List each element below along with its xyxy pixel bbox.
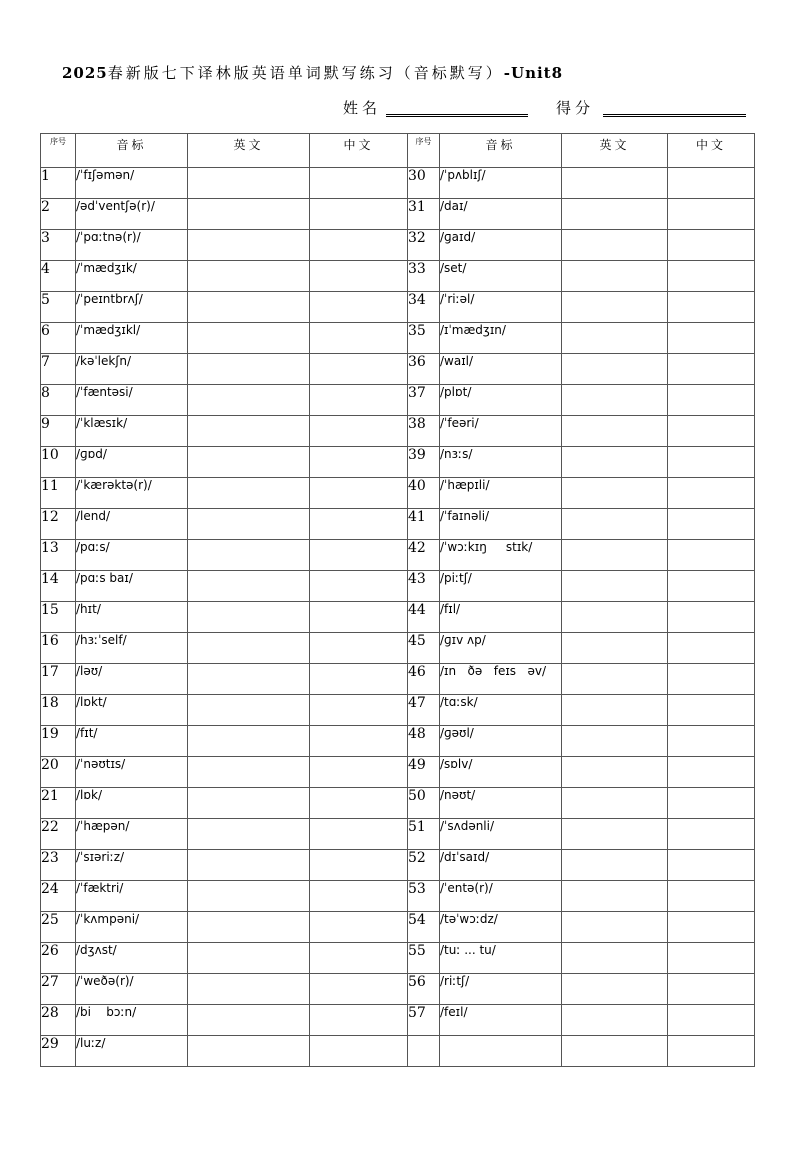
phonetic-cell: /feɪl/ [440,1005,562,1036]
english-answer-cell[interactable] [188,571,310,602]
chinese-answer-cell[interactable] [310,664,408,695]
english-answer-cell[interactable] [562,571,668,602]
row-number: 37 [408,385,440,416]
table-row [41,819,755,850]
name-label: 姓名 [343,99,382,117]
english-answer-cell[interactable] [562,261,668,292]
phonetic-cell: /ˈwɔːkɪŋ stɪk/ [440,540,562,571]
english-answer-cell[interactable] [188,819,310,850]
row-number: 55 [408,943,440,974]
phonetic-cell: /hɪt/ [76,602,188,633]
title-unit: -Unit8 [503,64,564,82]
chinese-answer-cell[interactable] [668,943,755,974]
chinese-answer-cell[interactable] [310,602,408,633]
chinese-answer-cell[interactable] [310,385,408,416]
english-answer-cell[interactable] [562,1005,668,1036]
table-row [41,261,755,292]
title-year: 2025 [62,64,108,82]
english-answer-cell[interactable] [188,757,310,788]
row-number: 8 [41,385,76,416]
english-answer-cell[interactable] [188,1036,310,1067]
english-answer-cell[interactable] [562,974,668,1005]
english-answer-cell[interactable] [188,602,310,633]
chinese-answer-cell[interactable] [668,664,755,695]
chinese-answer-cell[interactable] [310,974,408,1005]
chinese-answer-cell[interactable] [668,354,755,385]
phonetic-cell: /ɪˈmædʒɪn/ [440,323,562,354]
phonetic-cell: /dɪˈsaɪd/ [440,850,562,881]
english-answer-cell[interactable] [562,695,668,726]
name-field[interactable] [386,114,528,117]
table-row [41,788,755,819]
chinese-answer-cell[interactable] [310,819,408,850]
phonetic-cell: /waɪl/ [440,354,562,385]
row-number: 53 [408,881,440,912]
chinese-answer-cell[interactable] [668,571,755,602]
english-answer-cell[interactable] [562,354,668,385]
phonetic-cell: /pɑːs/ [76,540,188,571]
chinese-answer-cell[interactable] [310,726,408,757]
row-number: 15 [41,602,76,633]
table-row [41,509,755,540]
chinese-answer-cell[interactable] [310,168,408,199]
phonetic-cell: /ˈfeəri/ [440,416,562,447]
row-number: 19 [41,726,76,757]
table-row [41,323,755,354]
row-number: 3 [41,230,76,261]
header-phonetic-left: 音标 [76,134,188,168]
row-number: 47 [408,695,440,726]
chinese-answer-cell[interactable] [310,943,408,974]
chinese-answer-cell[interactable] [668,788,755,819]
table-row [41,354,755,385]
phonetic-cell: /pɑːs baɪ/ [76,571,188,602]
english-answer-cell[interactable] [562,943,668,974]
row-number: 9 [41,416,76,447]
phonetic-cell: /ˈfæntəsi/ [76,385,188,416]
phonetic-cell: /ˈfaɪnəli/ [440,509,562,540]
chinese-answer-cell[interactable] [668,416,755,447]
english-answer-cell[interactable] [188,447,310,478]
chinese-answer-cell[interactable] [668,695,755,726]
english-answer-cell[interactable] [562,509,668,540]
english-answer-cell[interactable] [188,168,310,199]
table-row [41,1036,755,1067]
row-number: 29 [41,1036,76,1067]
english-answer-cell[interactable] [188,261,310,292]
table-row [41,943,755,974]
chinese-answer-cell[interactable] [668,199,755,230]
chinese-answer-cell[interactable] [310,881,408,912]
english-answer-cell[interactable] [188,540,310,571]
english-answer-cell[interactable] [562,602,668,633]
english-answer-cell[interactable] [188,850,310,881]
chinese-answer-cell[interactable] [310,509,408,540]
phonetic-cell: /ˈkærəktə(r)/ [76,478,188,509]
header-seq-right: 序号 [408,134,440,168]
row-number: 39 [408,447,440,478]
english-answer-cell[interactable] [188,633,310,664]
phonetic-cell: /ˈfæktri/ [76,881,188,912]
english-answer-cell[interactable] [188,478,310,509]
phonetic-cell: /ˈmædʒɪk/ [76,261,188,292]
row-number: 28 [41,1005,76,1036]
table-row [41,1005,755,1036]
english-answer-cell[interactable] [562,323,668,354]
row-number: 13 [41,540,76,571]
english-answer-cell[interactable] [188,943,310,974]
row-number: 52 [408,850,440,881]
phonetic-cell: /ˈpɑːtnə(r)/ [76,230,188,261]
chinese-answer-cell[interactable] [310,199,408,230]
table-row [41,757,755,788]
row-number: 41 [408,509,440,540]
phonetic-cell: /ˈsɪəriːz/ [76,850,188,881]
table-row [41,974,755,1005]
table-row [41,199,755,230]
phonetic-cell [440,1036,562,1067]
phonetic-cell: /luːz/ [76,1036,188,1067]
row-number: 17 [41,664,76,695]
row-number: 45 [408,633,440,664]
row-number: 30 [408,168,440,199]
table-row [41,230,755,261]
row-number: 20 [41,757,76,788]
english-answer-cell[interactable] [562,385,668,416]
table-header-row [41,134,755,168]
table-row [41,540,755,571]
english-answer-cell[interactable] [188,1005,310,1036]
english-answer-cell[interactable] [562,1036,668,1067]
english-answer-cell[interactable] [188,726,310,757]
phonetic-cell: /lɒkt/ [76,695,188,726]
chinese-answer-cell[interactable] [310,540,408,571]
phonetic-cell: /ˈentə(r)/ [440,881,562,912]
chinese-answer-cell[interactable] [668,447,755,478]
header-phonetic-right: 音标 [440,134,562,168]
worksheet-title [62,62,563,83]
english-answer-cell[interactable] [188,292,310,323]
english-answer-cell[interactable] [562,664,668,695]
chinese-answer-cell[interactable] [310,571,408,602]
phonetic-cell: /ˈriːəl/ [440,292,562,323]
phonetic-cell: /bi bɔːn/ [76,1005,188,1036]
table-row [41,850,755,881]
english-answer-cell[interactable] [562,230,668,261]
phonetic-cell: /tɑːsk/ [440,695,562,726]
phonetic-cell: /ɡəʊl/ [440,726,562,757]
phonetic-cell: /ˈklæsɪk/ [76,416,188,447]
row-number: 43 [408,571,440,602]
phonetic-cell: /ɡɪv ʌp/ [440,633,562,664]
chinese-answer-cell[interactable] [668,478,755,509]
row-number: 21 [41,788,76,819]
phonetic-cell: /ˈhæpɪli/ [440,478,562,509]
phonetic-cell: /lend/ [76,509,188,540]
row-number: 5 [41,292,76,323]
english-answer-cell[interactable] [562,633,668,664]
phonetic-cell: /ɪn ðə feɪs əv/ [440,664,562,695]
phonetic-cell: /kəˈlekʃn/ [76,354,188,385]
chinese-answer-cell[interactable] [310,447,408,478]
row-number: 26 [41,943,76,974]
table-row [41,478,755,509]
table-row [41,664,755,695]
chinese-answer-cell[interactable] [668,850,755,881]
table-row [41,633,755,664]
chinese-answer-cell[interactable] [310,788,408,819]
row-number: 48 [408,726,440,757]
row-number: 44 [408,602,440,633]
row-number: 7 [41,354,76,385]
phonetic-cell: /riːtʃ/ [440,974,562,1005]
table-row [41,385,755,416]
english-answer-cell[interactable] [562,912,668,943]
chinese-answer-cell[interactable] [668,633,755,664]
chinese-answer-cell[interactable] [668,292,755,323]
phonetic-cell: /fɪl/ [440,602,562,633]
english-answer-cell[interactable] [562,850,668,881]
row-number: 2 [41,199,76,230]
chinese-answer-cell[interactable] [310,757,408,788]
english-answer-cell[interactable] [188,199,310,230]
row-number: 22 [41,819,76,850]
vocabulary-table [40,133,755,1067]
english-answer-cell[interactable] [562,540,668,571]
row-number: 50 [408,788,440,819]
row-number: 12 [41,509,76,540]
row-number: 56 [408,974,440,1005]
chinese-answer-cell[interactable] [310,850,408,881]
table-row [41,726,755,757]
row-number: 16 [41,633,76,664]
english-answer-cell[interactable] [188,788,310,819]
table-row [41,881,755,912]
chinese-answer-cell[interactable] [668,230,755,261]
header-seq-left: 序号 [41,134,76,168]
english-answer-cell[interactable] [562,726,668,757]
phonetic-cell: /piːtʃ/ [440,571,562,602]
phonetic-cell: /ˈpeɪntbrʌʃ/ [76,292,188,323]
table-row [41,292,755,323]
chinese-answer-cell[interactable] [310,323,408,354]
table-row [41,602,755,633]
chinese-answer-cell[interactable] [668,385,755,416]
row-number: 18 [41,695,76,726]
english-answer-cell[interactable] [562,819,668,850]
chinese-answer-cell[interactable] [310,633,408,664]
english-answer-cell[interactable] [188,385,310,416]
phonetic-cell: /təˈwɔːdz/ [440,912,562,943]
row-number: 4 [41,261,76,292]
phonetic-cell: /plɒt/ [440,385,562,416]
phonetic-cell: /ˈpʌblɪʃ/ [440,168,562,199]
phonetic-cell: /ˈmædʒɪkl/ [76,323,188,354]
phonetic-cell: /ədˈventʃə(r)/ [76,199,188,230]
row-number: 31 [408,199,440,230]
row-number: 11 [41,478,76,509]
phonetic-cell: /nəʊt/ [440,788,562,819]
row-number: 10 [41,447,76,478]
row-number [408,1036,440,1067]
phonetic-cell: /set/ [440,261,562,292]
chinese-answer-cell[interactable] [310,1005,408,1036]
phonetic-cell: /ˈsʌdənli/ [440,819,562,850]
row-number: 46 [408,664,440,695]
english-answer-cell[interactable] [562,478,668,509]
english-answer-cell[interactable] [562,292,668,323]
table-row [41,416,755,447]
chinese-answer-cell[interactable] [668,168,755,199]
chinese-answer-cell[interactable] [668,819,755,850]
english-answer-cell[interactable] [562,416,668,447]
chinese-answer-cell[interactable] [310,695,408,726]
english-answer-cell[interactable] [188,354,310,385]
chinese-answer-cell[interactable] [310,912,408,943]
row-number: 57 [408,1005,440,1036]
table-row [41,695,755,726]
chinese-answer-cell[interactable] [668,509,755,540]
row-number: 42 [408,540,440,571]
phonetic-cell: /tuː ... tu/ [440,943,562,974]
row-number: 33 [408,261,440,292]
phonetic-cell: /daɪ/ [440,199,562,230]
english-answer-cell[interactable] [562,199,668,230]
english-answer-cell[interactable] [188,974,310,1005]
phonetic-cell: /sɒlv/ [440,757,562,788]
title-main: 春新版七下译林版英语单词默写练习（音标默写） [107,64,504,82]
phonetic-cell: /lɒk/ [76,788,188,819]
chinese-answer-cell[interactable] [668,323,755,354]
chinese-answer-cell[interactable] [668,726,755,757]
phonetic-cell: /dʒʌst/ [76,943,188,974]
header-chinese-left: 中文 [310,134,408,168]
row-number: 54 [408,912,440,943]
header-chinese-right: 中文 [668,134,755,168]
row-number: 49 [408,757,440,788]
table-row [41,447,755,478]
phonetic-cell: /ɡɒd/ [76,447,188,478]
row-number: 35 [408,323,440,354]
english-answer-cell[interactable] [562,168,668,199]
english-answer-cell[interactable] [562,788,668,819]
phonetic-cell: /ˈfɪʃəmən/ [76,168,188,199]
chinese-answer-cell[interactable] [310,292,408,323]
row-number: 38 [408,416,440,447]
row-number: 51 [408,819,440,850]
chinese-answer-cell[interactable] [668,974,755,1005]
row-number: 40 [408,478,440,509]
chinese-answer-cell[interactable] [310,230,408,261]
phonetic-cell: /ɡaɪd/ [440,230,562,261]
english-answer-cell[interactable] [188,881,310,912]
phonetic-cell: /ləʊ/ [76,664,188,695]
chinese-answer-cell[interactable] [668,912,755,943]
row-number: 25 [41,912,76,943]
phonetic-cell: /hɜːˈself/ [76,633,188,664]
row-number: 36 [408,354,440,385]
table-row [41,912,755,943]
row-number: 27 [41,974,76,1005]
chinese-answer-cell[interactable] [668,757,755,788]
chinese-answer-cell[interactable] [668,261,755,292]
english-answer-cell[interactable] [188,416,310,447]
chinese-answer-cell[interactable] [310,478,408,509]
english-answer-cell[interactable] [188,509,310,540]
english-answer-cell[interactable] [188,664,310,695]
phonetic-cell: /nɜːs/ [440,447,562,478]
english-answer-cell[interactable] [562,757,668,788]
phonetic-cell: /ˈweðə(r)/ [76,974,188,1005]
english-answer-cell[interactable] [188,323,310,354]
english-answer-cell[interactable] [188,230,310,261]
chinese-answer-cell[interactable] [668,540,755,571]
score-field[interactable] [603,114,746,117]
table-row [41,571,755,602]
row-number: 6 [41,323,76,354]
english-answer-cell[interactable] [188,695,310,726]
table-row [41,168,755,199]
phonetic-cell: /ˈnəʊtɪs/ [76,757,188,788]
header-english-right: 英文 [562,134,668,168]
english-answer-cell[interactable] [188,912,310,943]
chinese-answer-cell[interactable] [668,881,755,912]
row-number: 23 [41,850,76,881]
phonetic-cell: /fɪt/ [76,726,188,757]
chinese-answer-cell[interactable] [668,1005,755,1036]
phonetic-cell: /ˈhæpən/ [76,819,188,850]
row-number: 34 [408,292,440,323]
row-number: 32 [408,230,440,261]
chinese-answer-cell[interactable] [310,261,408,292]
row-number: 24 [41,881,76,912]
score-label: 得分 [556,99,595,117]
row-number: 1 [41,168,76,199]
header-english-left: 英文 [188,134,310,168]
english-answer-cell[interactable] [562,881,668,912]
chinese-answer-cell[interactable] [310,1036,408,1067]
phonetic-cell: /ˈkʌmpəni/ [76,912,188,943]
row-number: 14 [41,571,76,602]
english-answer-cell[interactable] [562,447,668,478]
chinese-answer-cell[interactable] [668,1036,755,1067]
chinese-answer-cell[interactable] [310,416,408,447]
chinese-answer-cell[interactable] [310,354,408,385]
chinese-answer-cell[interactable] [668,602,755,633]
